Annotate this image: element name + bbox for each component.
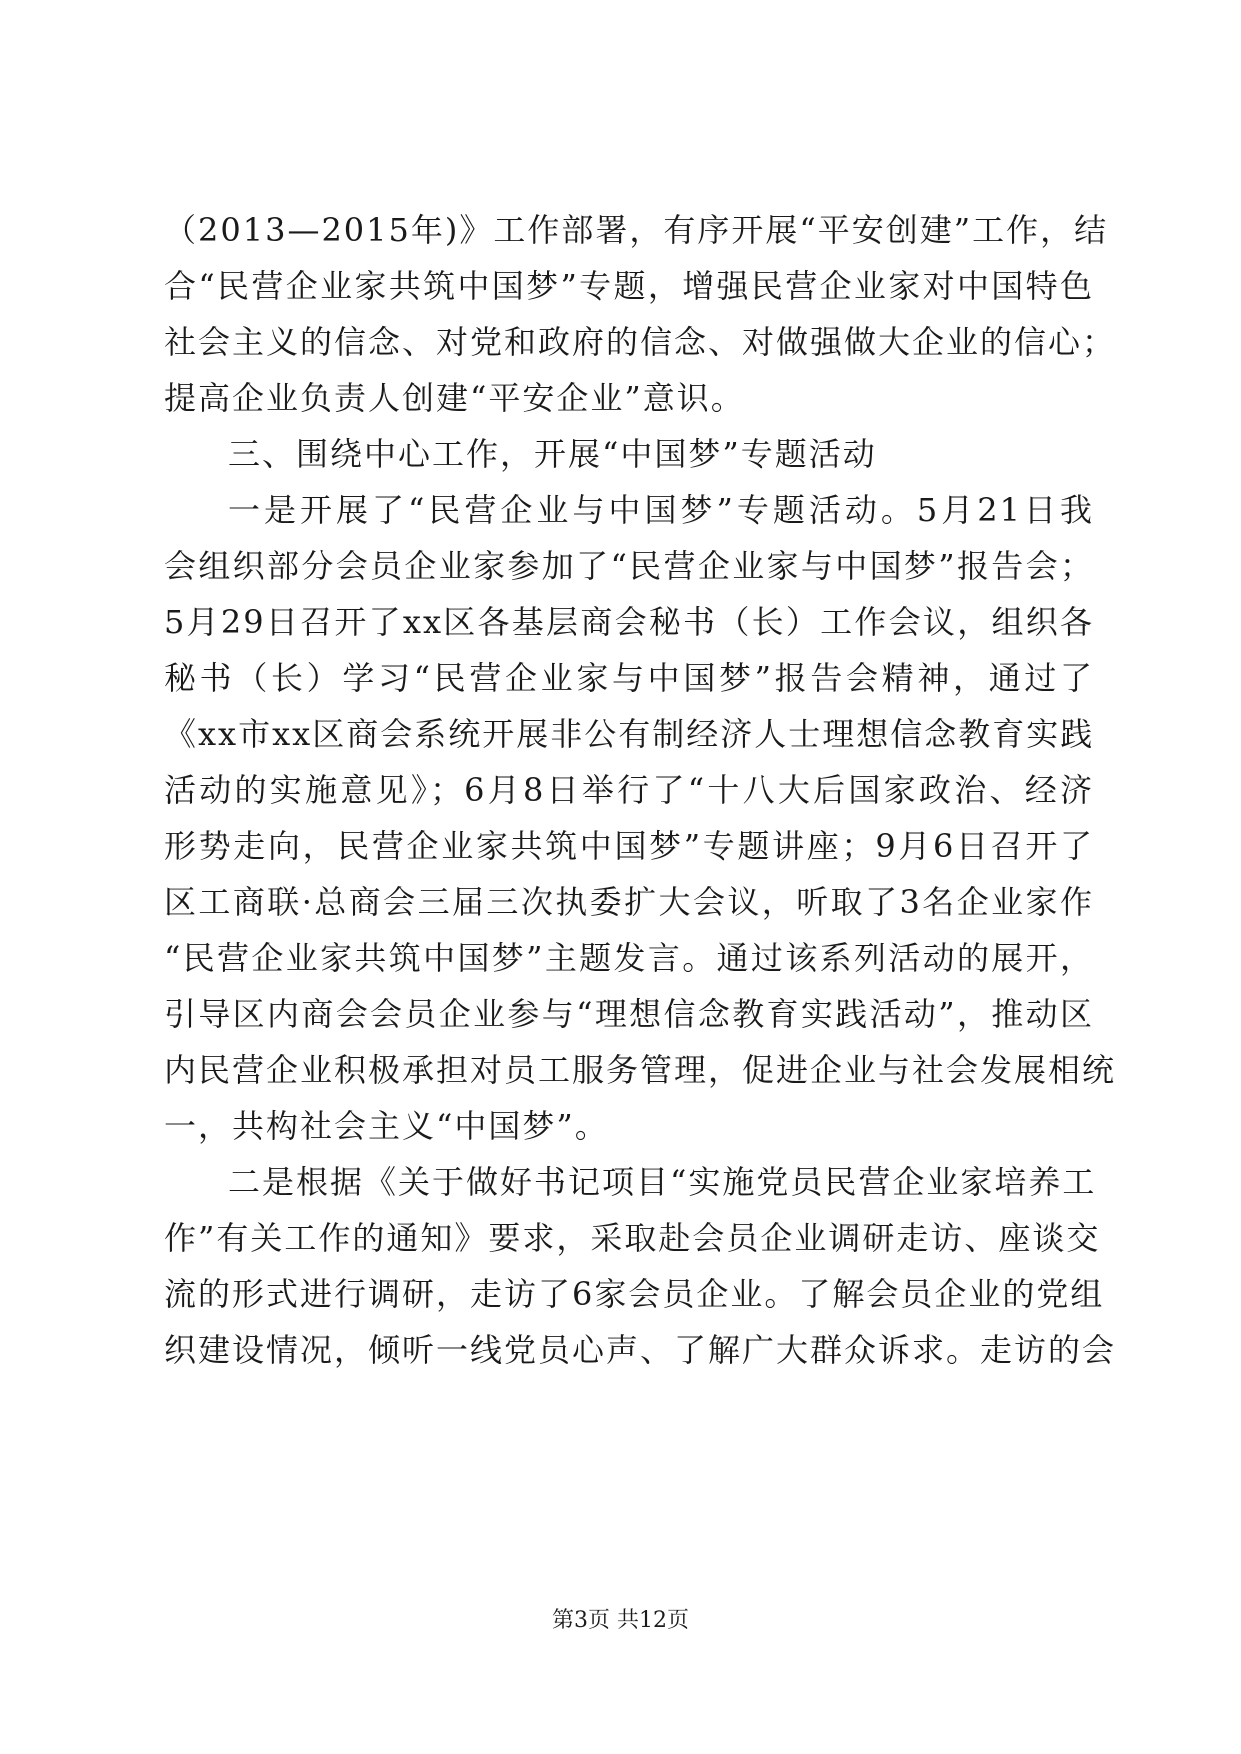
text-line: 会组织部分会员企业家参加了“民营企业家与中国梦”报告会； — [164, 547, 1094, 585]
text-line: 秘书（长）学习“民营企业家与中国梦”报告会精神，通过了 — [164, 659, 1094, 697]
text-line: 作”有关工作的通知》要求，采取赴会员企业调研走访、座谈交 — [164, 1219, 1101, 1257]
section-heading: 三、围绕中心工作，开展“中国梦”专题活动 — [228, 435, 877, 473]
text-line: 内民营企业积极承担对员工服务管理，促进企业与社会发展相统 — [164, 1051, 1117, 1089]
text-line: 流的形式进行调研，走访了6家会员企业。了解会员企业的党组 — [164, 1275, 1105, 1313]
text-line: 活动的实施意见》；6月8日举行了“十八大后国家政治、经济 — [164, 771, 1094, 809]
page-footer: 第3页 共12页 — [552, 1608, 689, 1633]
text-line: 提高企业负责人创建“平安企业”意识。 — [164, 379, 745, 417]
text-line: 区工商联·总商会三届三次执委扩大会议，听取了3名企业家作 — [164, 883, 1094, 921]
text-line: 合“民营企业家共筑中国梦”专题，增强民营企业家对中国特色 — [164, 267, 1094, 305]
text-line: 形势走向，民营企业家共筑中国梦”专题讲座；9月6日召开了 — [164, 827, 1094, 865]
text-line: 引导区内商会会员企业参与“理想信念教育实践活动”，推动区 — [164, 995, 1094, 1033]
text-line: （2013—2015年)》工作部署，有序开展“平安创建”工作，结 — [164, 211, 1109, 249]
text-line: 5月29日召开了xx区各基层商会秘书（长）工作会议，组织各 — [164, 603, 1094, 641]
text-line: 社会主义的信念、对党和政府的信念、对做强做大企业的信心； — [164, 323, 1117, 361]
text-line: 二是根据《关于做好书记项目“实施党员民营企业家培养工 — [228, 1163, 1097, 1201]
text-line: “民营企业家共筑中国梦”主题发言。通过该系列活动的展开， — [164, 939, 1094, 977]
text-line: 《xx市xx区商会系统开展非公有制经济人士理想信念教育实践 — [164, 715, 1095, 753]
text-line: 织建设情况，倾听一线党员心声、了解广大群众诉求。走访的会 — [164, 1331, 1117, 1369]
text-line: 一是开展了“民营企业与中国梦”专题活动。5月21日我 — [228, 491, 1094, 529]
text-line: 一，共构社会主义“中国梦”。 — [164, 1107, 609, 1145]
